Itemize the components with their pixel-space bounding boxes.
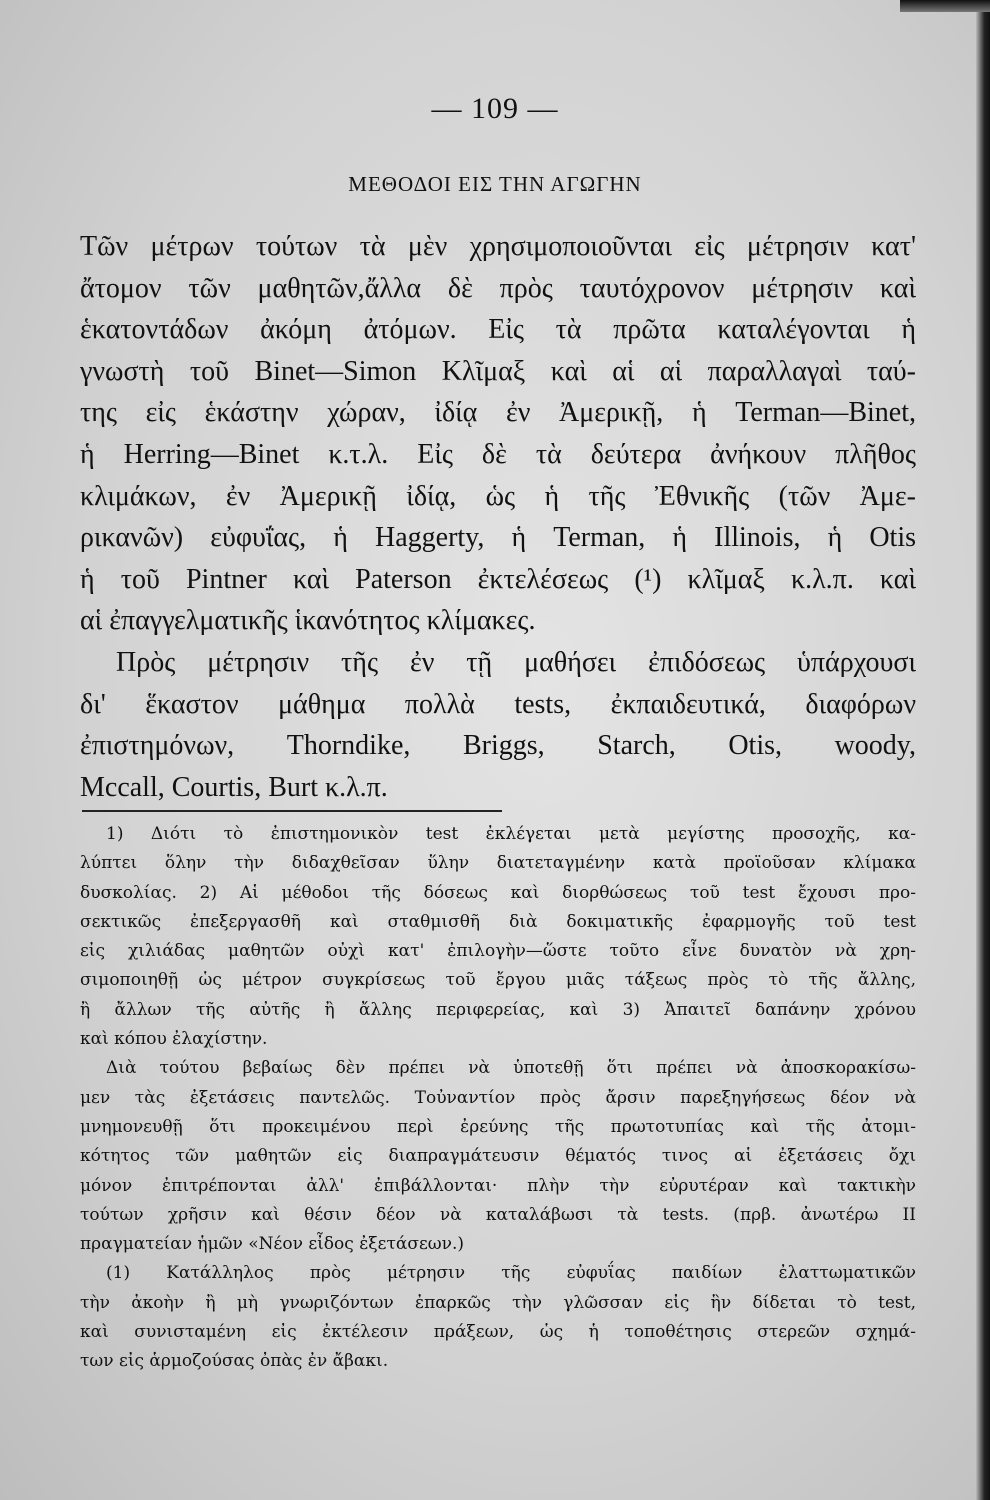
footnote-line: πραγματείαν ἡμῶν «Νέον εἶδος ἐξετάσεων.)	[80, 1234, 465, 1255]
body-line: ἑκατοντάδων ἀκόμη ἀτόμων. Εἰς τὰ πρῶτα καταλέγονται ἡ	[80, 314, 916, 346]
footnote-line: μόνον ἐπιτρέπονται ἀλλ' ἐπιβάλλονται· πλὴν τὴν εὐρυτέραν καὶ τακτικὴν	[80, 1175, 916, 1196]
body-line: ἐπιστημόνων, Thorndike, Briggs, Starch, Otis, woody,	[80, 730, 916, 762]
footnotes	[80, 820, 916, 1377]
footnote-line: δυσκολίας. 2) Αἱ μέθοδοι τῆς δόσεως καὶ διορθώσεως τοῦ test ἔχουσι προ-	[80, 882, 916, 903]
page-corner-shadow	[900, 0, 990, 12]
footnote-line: τὴν ἀκοὴν ἢ μὴ γνωριζόντων ἐπαρκῶς τὴν γλῶσσαν εἰς ἣν δίδεται τὸ test,	[80, 1292, 916, 1313]
footnote-line: (1) Κατάλληλος πρὸς μέτρησιν τῆς εὐφυΐας παιδίων ἐλαττωματικῶν	[106, 1263, 916, 1284]
body-line: ἡ Herring—Binet κ.τ.λ. Εἰς δὲ τὰ δεύτερα ἀνήκουν πλῆθος	[80, 438, 916, 470]
footnote-line: καὶ κόπου ἐλαχίστην.	[80, 1029, 268, 1050]
body-line: Τῶν μέτρων τούτων τὰ μὲν χρησιμοποιοῦνται εἰς μέτρησιν κατ'	[80, 231, 916, 262]
body-line: αἱ ἐπαγγελματικῆς ἱκανότητος κλίμακες.	[80, 605, 536, 637]
footnote-line: κότητος τῶν μαθητῶν εἰς διαπραγμάτευσιν θέματός τινος αἱ ἐξετάσεις ὄχι	[80, 1146, 916, 1167]
body-line: Πρὸς μέτρησιν τῆς ἐν τῇ μαθήσει ἐπιδόσεως ὑπάρχουσι	[116, 646, 916, 678]
page-number: — 109 —	[431, 92, 559, 125]
footnote-line: των εἰς ἁρμοζούσας ὀπὰς ἐν ἄβακι.	[80, 1351, 389, 1372]
footnote-line: τούτων χρῆσιν καὶ θέσιν δέον νὰ καταλάβωσι τὰ tests. (πρβ. ἀνωτέρω II	[80, 1204, 916, 1225]
footnote-line: εἰς χιλιάδας μαθητῶν οὐχὶ κατ' ἐπιλογὴν—ὥστε τοῦτο εἶνε δυνατὸν νὰ χρη-	[80, 941, 916, 962]
main-text	[80, 226, 916, 808]
footnote-line: μεν τὰς ἐξετάσεις παντελῶς. Τοὐναντίον πρὸς ἄρσιν παρεξηγήσεως δέον νὰ	[80, 1087, 916, 1108]
footnote-line: καὶ συνισταμένη εἰς ἐκτέλεσιν πράξεων, ὡς ἡ τοποθέτησις στερεῶν σχημά-	[80, 1322, 916, 1343]
body-line: ἄτομον τῶν μαθητῶν,ἄλλα δὲ πρὸς ταυτόχρονον μέτρησιν καὶ	[80, 272, 916, 304]
footnote-line: Διὰ τούτου βεβαίως δὲν πρέπει νὰ ὑποτεθῇ ὅτι πρέπει νὰ ἀποσκορακίσω-	[106, 1058, 916, 1079]
footnote-line: σιμοποιηθῇ ὡς μέτρον συγκρίσεως τοῦ ἔργου μιᾶς τάξεως πρὸς τὸ τῆς ἄλλης,	[80, 970, 916, 991]
body-line: κλιμάκων, ἐν Ἀμερικῇ ἰδίᾳ, ὡς ἡ τῆς Ἐθνικῆς (τῶν Ἀμε-	[80, 480, 916, 512]
body-line: της εἰς ἑκάστην χώραν, ἰδίᾳ ἐν Ἀμερικῇ, ἡ Terman—Binet,	[80, 397, 916, 429]
footnote-line: μνημονευθῇ ὅτι προκειμένου περὶ ἐρεύνης τῆς πρωτοτυπίας καὶ τῆς ἀτομι-	[80, 1116, 916, 1137]
body-line: ἡ τοῦ Pintner καὶ Paterson ἐκτελέσεως (¹) κλῖμαξ κ.λ.π. καὶ	[80, 563, 916, 595]
footnote-line: λύπτει ὅλην τὴν διδαχθεῖσαν ὕλην διατεταγμένην κατὰ προϊοῦσαν κλίμακα	[80, 853, 916, 874]
body-line: ρικανῶν) εὐφυΐας, ἡ Haggerty, ἡ Terman, ἡ Illinois, ἡ Otis	[80, 522, 916, 554]
body-line: γνωστὴ τοῦ Binet—Simon Κλῖμαξ καὶ αἱ αἱ παραλλαγαὶ ταύ-	[80, 355, 916, 387]
footnote-line: ἢ ἄλλων τῆς αὐτῆς ἢ ἄλλης περιφερείας, καὶ 3) Ἀπαιτεῖ δαπάνην χρόνου	[80, 999, 916, 1020]
footnote-line: 1) Διότι τὸ ἐπιστημονικὸν test ἐκλέγεται μετὰ μεγίστης προσοχῆς, κα-	[106, 824, 916, 844]
body-line: δι' ἕκαστον μάθημα πολλὰ tests, ἐκπαιδευτικά, διαφόρων	[80, 688, 916, 720]
running-title: ΜΕΘΟΔΟΙ ΕΙΣ ΤΗΝ ΑΓΩΓΗΝ	[348, 172, 642, 196]
footnote-rule	[82, 810, 502, 812]
body-line: Mccall, Courtis, Burt κ.λ.π.	[80, 771, 388, 803]
page-edge-shadow	[976, 0, 990, 1500]
footnote-line: σεκτικῶς ἐπεξεργασθῆ καὶ σταθμισθῆ διὰ δοκιματικῆς ἐφαρμογῆς τοῦ test	[80, 911, 916, 932]
